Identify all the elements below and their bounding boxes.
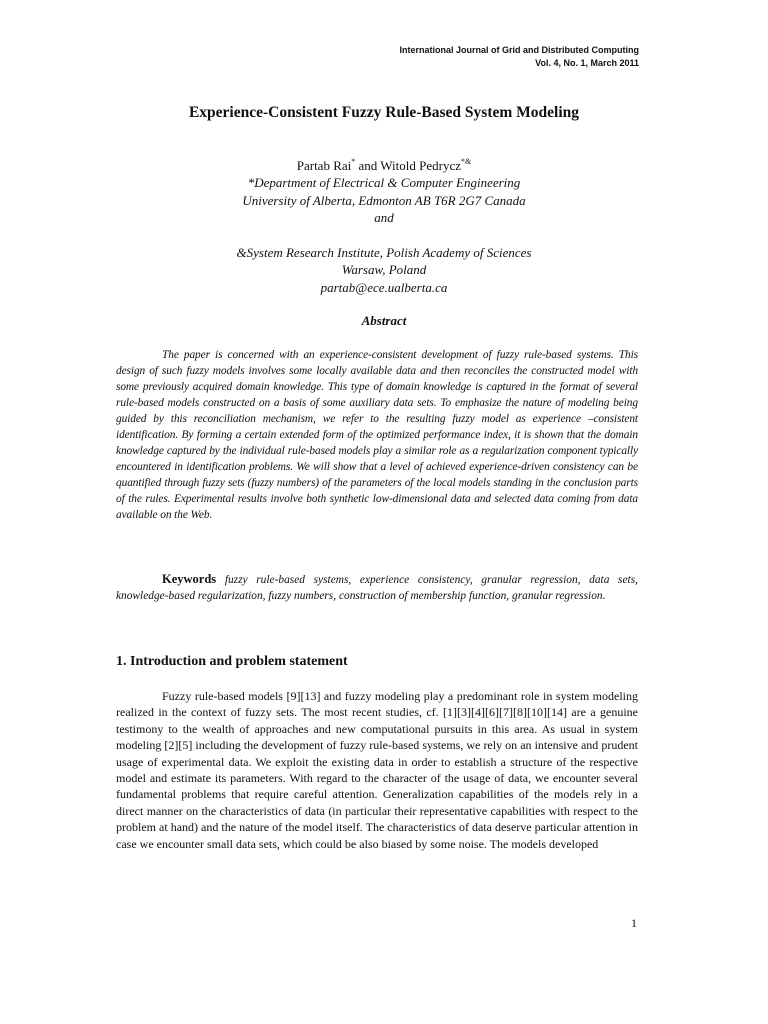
page-number: 1: [631, 916, 637, 930]
journal-volume: Vol. 4, No. 1, March 2011: [535, 58, 639, 68]
journal-header: [400, 44, 640, 70]
introduction-paragraph: Fuzzy rule-based models [9][13] and fuzzy modeling play a predominant role in system modeling realized in the context of fuzzy sets. The most recent studies, cf. [1][3][4][6][7][8][10][14] are a genuine testimony to the wealth of approaches and new computational pursuits in this area. As usual in system modeling [2][5] including the development of fuzzy rule-based systems, we rely on an intensive and prudent usage of experimental data. We exploit the existing data in order to establish a structure of the respective model and estimate its parameters. With regard to the character of the usage of data, we encounter several fundamental problems that require careful attention. Generalization capabilities of the models rely in a direct manner on the characteristics of data (in particular their representative capabilities with respect to the problem at hand) and the nature of the model itself. The characteristics of data deserve particular attention in case we encounter small data sets, which could be also biased by some noise. The models developed: [116, 689, 638, 851]
author-name-2: Witold Pedrycz: [380, 158, 462, 173]
affiliation-department: *Department of Electrical & Computer Engineering: [247, 175, 521, 190]
author-mark-1: *: [351, 157, 356, 166]
paper-title: Experience-Consistent Fuzzy Rule-Based System Modeling: [188, 104, 580, 121]
keywords-text: fuzzy rule-based systems, experience consistency, granular regression, data sets, knowledge-based regularization, fuzzy numbers, construction of membership function, granular regression.: [116, 574, 638, 602]
abstract-text: The paper is concerned with an experience-consistent development of fuzzy rule-based systems. This design of such fuzzy models involves some locally available data and then reconciles the constructed model with some previously acquired domain knowledge. This type of domain knowledge is captured in the format of several rule-based models constructed on a basis of some auxiliary data sets. To emphasize the nature of modeling being guided by this reconciliation mechanism, we refer to the resulting fuzzy model as experience –consistent identification. By forming a certain extended form of the optimized performance index, it is shown that the domain knowledge captured by the individual rule-based models play a similar role as a regularization component typically encountered in identification problems. We will show that a level of achieved experience-driven consistency can be quantified through fuzzy sets (fuzzy numbers) of the parameters of the local models standing in the conclusion parts of the rules. Experimental results involve both synthetic low-dimensional data and selected data coming from data available on the Web.: [116, 349, 638, 521]
journal-name: International Journal of Grid and Distributed Computing: [399, 45, 639, 55]
author-name-1: Partab Rai: [296, 158, 352, 173]
keywords-paragraph: [116, 571, 638, 604]
affiliation-conjunction: and: [374, 210, 394, 225]
author-mark-2: *&: [461, 157, 472, 166]
affiliation-institute: &System Research Institute, Polish Academy of Sciences: [236, 244, 532, 260]
section-heading-introduction: 1. Introduction and problem statement: [116, 654, 348, 669]
affiliation-university: University of Alberta, Edmonton AB T6R 2G7 Canada: [242, 192, 526, 208]
abstract-heading: Abstract: [361, 313, 407, 328]
affiliation-spacer: [0, 227, 768, 244]
author-email: partab@ece.ualberta.ca: [320, 279, 448, 295]
author-joiner: and: [355, 158, 381, 173]
author-block: [0, 157, 768, 296]
keywords-label: Keywords: [162, 572, 217, 586]
author-line: [0, 157, 768, 174]
affiliation-city: Warsaw, Poland: [341, 262, 427, 277]
